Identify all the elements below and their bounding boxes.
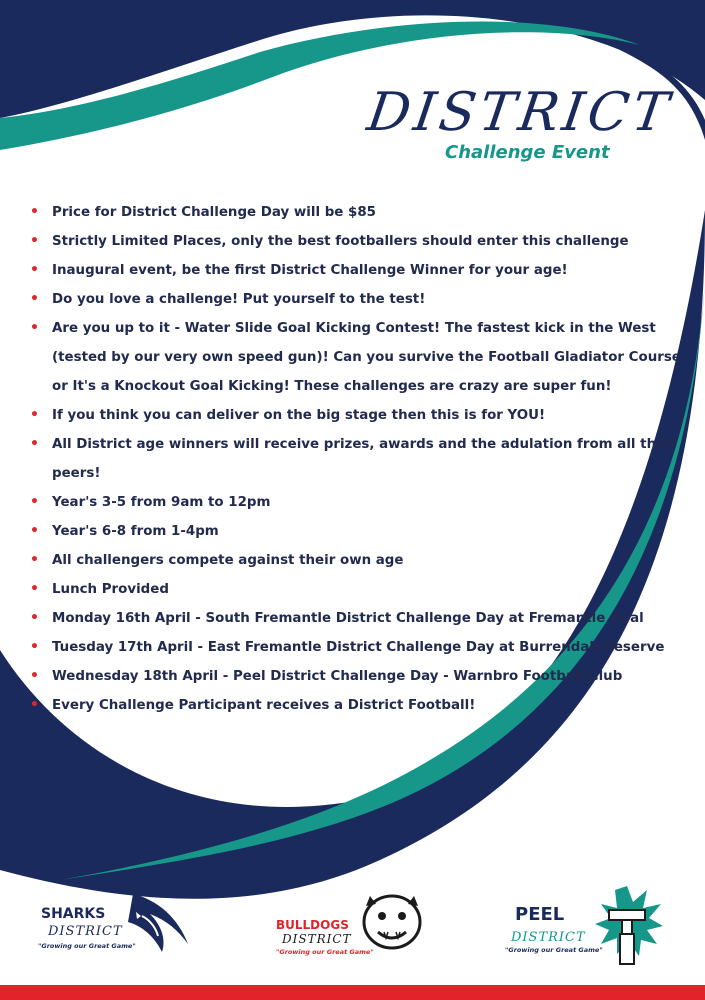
- list-item: • Year's 6-8 from 1-4pm: [30, 517, 690, 546]
- list-item: • Wednesday 18th April - Peel District Challenge Day - Warnbro Football Club: [30, 662, 690, 691]
- peel-starburst-icon: [505, 884, 665, 968]
- bulldogs-name: BULLDOGS: [276, 918, 349, 932]
- bullet-icon: •: [30, 552, 39, 568]
- list-item: • Tuesday 17th April - East Fremantle District Challenge Day at Burrendah Reserve: [30, 633, 690, 662]
- bottom-red-bar: [0, 985, 705, 1000]
- list-item: • Lunch Provided: [30, 575, 690, 604]
- bullet-icon: •: [30, 320, 39, 336]
- peel-district: DISTRICT: [511, 930, 586, 945]
- list-item: • Every Challenge Participant receives a District Football!: [30, 691, 690, 720]
- bulldogs-tagline: "Growing our Great Game": [276, 948, 374, 956]
- list-item: • Price for District Challenge Day will be $85: [30, 198, 690, 227]
- bullet-icon: •: [30, 668, 39, 684]
- bullet-icon: •: [30, 581, 39, 597]
- sharks-tagline: "Growing our Great Game": [38, 942, 136, 950]
- bullet-icon: •: [30, 697, 39, 713]
- peel-name: PEEL: [515, 904, 565, 925]
- bullet-icon: •: [30, 610, 39, 626]
- bullet-icon: •: [30, 436, 39, 452]
- list-item: • Are you up to it - Water Slide Goal Kicking Contest! The fastest kick in the West (tested by our very own speed gun)! Can you survive the Football Gladiator Course or It's a Knockout Goal Kicking! These challenges are crazy are super fun!: [30, 314, 690, 401]
- list-item: • All District age winners will receive prizes, awards and the adulation from all their peers!: [30, 430, 690, 488]
- sharks-district: DISTRICT: [48, 924, 123, 939]
- list-item: • Inaugural event, be the first District Challenge Winner for your age!: [30, 256, 690, 285]
- bullet-icon: •: [30, 204, 39, 220]
- list-item: • Year's 3-5 from 9am to 12pm: [30, 488, 690, 517]
- bullet-icon: •: [30, 291, 39, 307]
- bullet-icon: •: [30, 523, 39, 539]
- list-item: • All challengers compete against their own age: [30, 546, 690, 575]
- bullet-list: [30, 198, 690, 720]
- list-item: • Strictly Limited Places, only the best footballers should enter this challenge: [30, 227, 690, 256]
- bullet-icon: •: [30, 262, 39, 278]
- sharks-district-logo: [38, 886, 198, 966]
- list-item: • If you think you can deliver on the big stage then this is for YOU!: [30, 401, 690, 430]
- bullet-icon: •: [30, 233, 39, 249]
- page-title: DISTRICT: [363, 82, 677, 143]
- peel-tagline: "Growing our Great Game": [505, 946, 603, 954]
- list-item: • Do you love a challenge! Put yourself to the test!: [30, 285, 690, 314]
- bullet-icon: •: [30, 407, 39, 423]
- page-subtitle: Challenge Event: [445, 142, 610, 163]
- bulldogs-district: DISTRICT: [282, 932, 352, 946]
- bullet-icon: •: [30, 639, 39, 655]
- sharks-name: SHARKS: [41, 906, 106, 922]
- bulldogs-district-logo: [274, 888, 434, 968]
- bullet-icon: •: [30, 494, 39, 510]
- list-item: • Monday 16th April - South Fremantle District Challenge Day at Fremantle Oval: [30, 604, 690, 633]
- peel-district-logo: [505, 884, 665, 968]
